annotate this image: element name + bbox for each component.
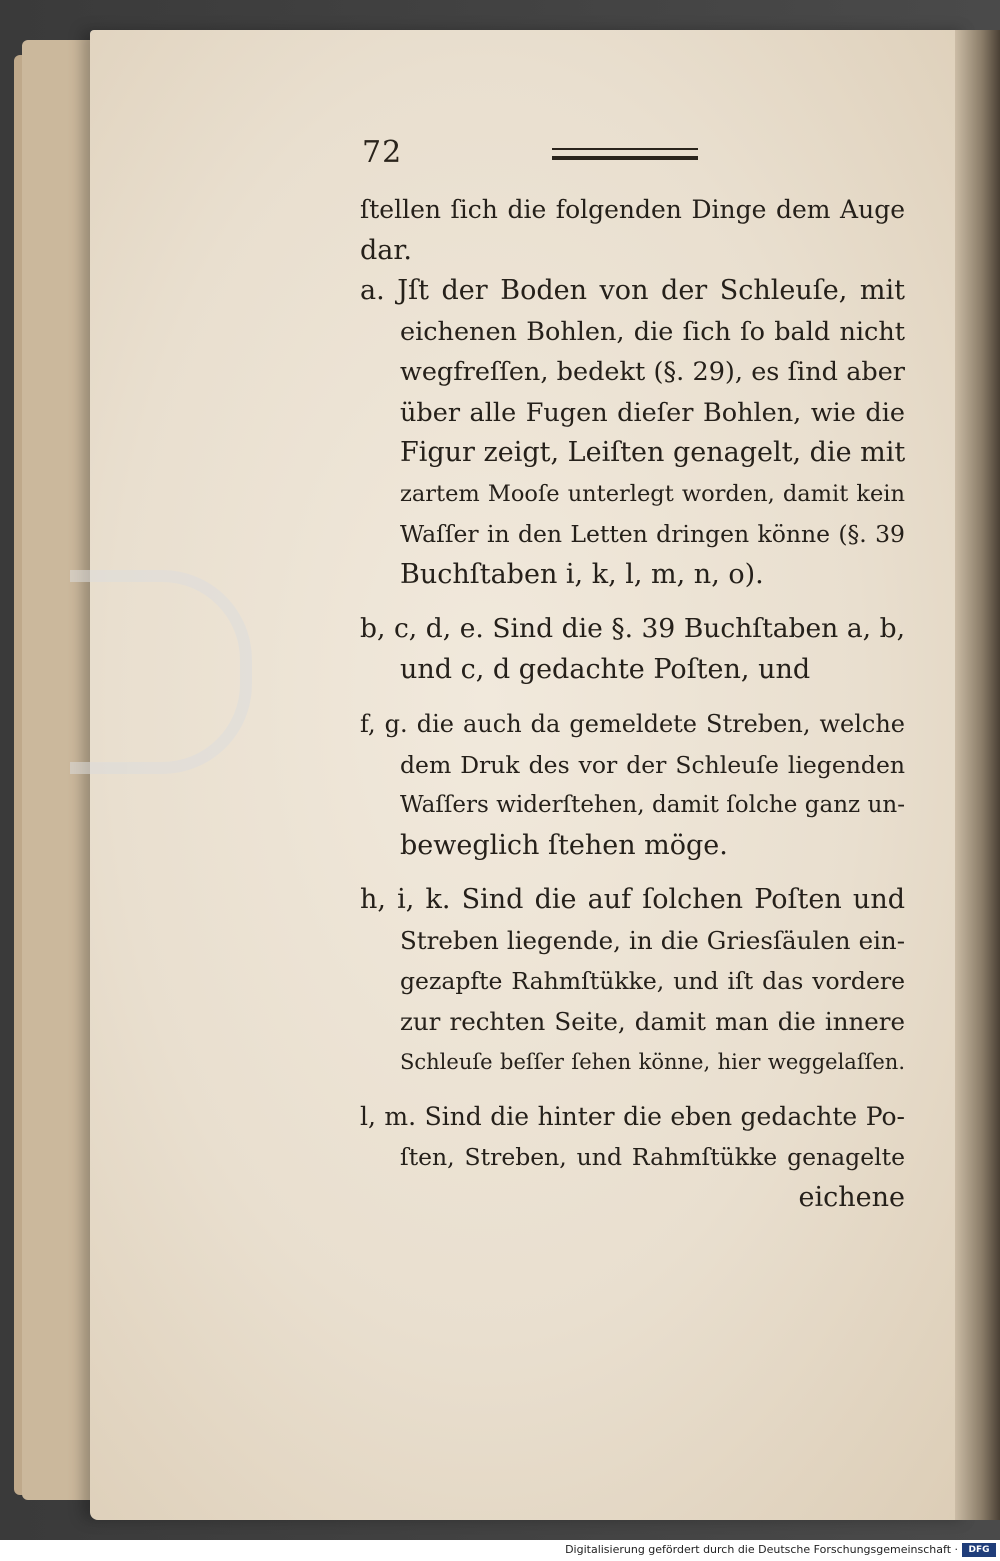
text-line: dar. (360, 234, 412, 266)
text-line: Schleuſe beſſer ſehen könne, hier weggelaſſen. (400, 1050, 905, 1074)
text-line: gezapfte Rahmſtükke, und iſt das vordere (400, 967, 905, 995)
page-number: 72 (362, 135, 403, 170)
text-line: über alle Fugen dieſer Bohlen, wie die (400, 397, 905, 428)
text-line: Waſſers widerſtehen, damit ſolche ganz un- (400, 792, 905, 818)
text-line: eichene (798, 1181, 905, 1213)
text-line: b, c, d, e. Sind die §. 39 Buchſtaben a, b, (360, 613, 905, 644)
text-line: und c, d gedachte Poſten, und (400, 653, 811, 685)
text-line: beweglich ſtehen möge. (400, 829, 728, 861)
paper-clip (70, 570, 252, 774)
text-line: ſtellen ſich die folgenden Dinge dem Auge (360, 195, 905, 224)
text-line: zur rechten Seite, damit man die innere (400, 1006, 905, 1036)
header-rule (552, 148, 698, 160)
text-line: ſten, Streben, und Rahmſtükke genagelte (400, 1143, 905, 1171)
text-block (360, 190, 905, 1218)
text-line: Streben liegende, in die Griesſäulen ein- (400, 925, 905, 955)
text-line: f, g. die auch da gemeldete Streben, welche (360, 710, 905, 738)
book-gutter (955, 30, 1000, 1520)
text-line: eichenen Bohlen, die ſich ſo bald nicht (400, 316, 905, 347)
text-line: Figur zeigt, Leiſten genagelt, die mit (400, 437, 906, 468)
text-line: wegfreſſen, bedekt (§. 29), es ſind aber (400, 357, 905, 387)
dfg-logo: DFG (962, 1543, 996, 1557)
text-line: h, i, k. Sind die auf ſolchen Poſten und (360, 884, 905, 915)
text-line: Buchſtaben i, k, l, m, n, o). (400, 558, 764, 590)
text-line: dem Druk des vor der Schleuſe liegenden (400, 750, 905, 779)
footer-credit: Digitalisierung gefördert durch die Deutsche Forschungsgemeinschaft · (565, 1543, 958, 1556)
text-line: Waſſer in den Letten dringen könne (§. 39 (400, 520, 905, 548)
footer-bar (0, 1540, 1000, 1561)
text-line: l, m. Sind die hinter die eben gedachte Po- (360, 1101, 905, 1131)
text-line: zartem Mooſe unterlegt worden, damit kein (400, 480, 905, 507)
text-line: a. Jſt der Boden von der Schleuſe, mit (360, 275, 905, 306)
